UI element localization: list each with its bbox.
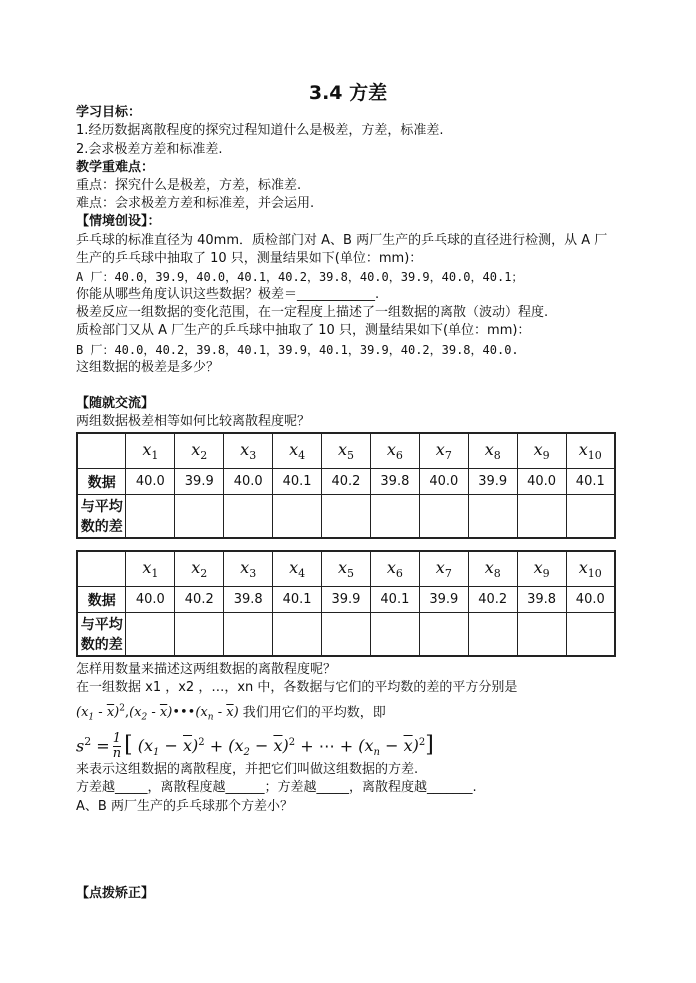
table-row [77, 551, 615, 587]
data-value-cell: 40.2 [468, 587, 517, 613]
data-value-cell: 39.9 [175, 469, 224, 495]
column-header-x3: $x_3$ [224, 433, 273, 469]
table-cell [77, 551, 126, 587]
column-header-x6: $x_6$ [370, 551, 419, 587]
diff-blank-cell[interactable] [175, 613, 224, 657]
diff-blank-cell[interactable] [273, 613, 322, 657]
data-value-cell: 40.0 [566, 587, 615, 613]
data-table-a [76, 432, 616, 539]
data-value-cell: 39.8 [224, 587, 273, 613]
diff-blank-cell[interactable] [175, 495, 224, 539]
factory-b-data: B 厂：40.0，40.2，39.8，40.1，39.9，40.1，39.9，40.2，39.8，40.0. [76, 343, 519, 357]
measure-question: 怎样用数量来描述这两组数据的离散程度呢？ [76, 662, 337, 677]
factory-a-data: A 厂：40.0，39.9，40.0，40.1，40.2，39.8，40.0，39.9，40.0，40.1； [76, 270, 524, 284]
data-table-b [76, 550, 616, 657]
data-value-cell: 40.2 [175, 587, 224, 613]
range-question-b: 这组数据的极差是多少？ [76, 360, 220, 375]
diff-blank-cell[interactable] [419, 495, 468, 539]
variance-definition: 来表示这组数据的离散程度，并把它们叫做这组数据的方差. [76, 762, 419, 777]
diff-blank-cell[interactable] [566, 495, 615, 539]
column-header-x9: $x_9$ [517, 433, 566, 469]
diff-blank-cell[interactable] [126, 613, 175, 657]
fraction: $\frac{1}{n}$ [112, 731, 122, 762]
data-value-cell: 40.0 [126, 469, 175, 495]
data-value-cell: 40.1 [273, 469, 322, 495]
diff-blank-cell[interactable] [224, 495, 273, 539]
column-header-x10: $x_{10}$ [566, 551, 615, 587]
table-row [77, 469, 615, 495]
scenario-line-1: 乒乓球的标准直径为 40mm．质检部门对 A、B 两厂生产的乒乓球的直径进行检测，从 A 厂 [76, 233, 608, 248]
table-row [77, 433, 615, 469]
column-header-x2: $x_2$ [175, 433, 224, 469]
page-title: 3.4 方差 [308, 82, 388, 104]
data-value-cell: 39.8 [370, 469, 419, 495]
diff-blank-cell[interactable] [224, 613, 273, 657]
diff-blank-cell[interactable] [370, 495, 419, 539]
key-heading: 教学重难点： [76, 160, 155, 175]
data-value-cell: 40.1 [370, 587, 419, 613]
variance-formula: $s^2$ = $\frac{1}{n}$ [ $(x_1 - \overline{x})^2 + (x_2 - \overline{x})^2$ + ⋯ + $(x_n - \overline{x})^2$] [76, 731, 434, 762]
column-header-x10: $x_{10}$ [566, 433, 615, 469]
data-value-cell: 40.1 [566, 469, 615, 495]
data-value-cell: 39.9 [419, 587, 468, 613]
exchange-question: 两组数据极差相等如何比较离散程度呢？ [76, 414, 311, 429]
diff-blank-cell[interactable] [566, 613, 615, 657]
diff-blank-cell[interactable] [322, 495, 371, 539]
diff-blank-cell[interactable] [370, 613, 419, 657]
row-label-data: 数据 [77, 587, 126, 613]
row-label-diff: 与平均 数的差 [77, 613, 126, 657]
column-header-x5: $x_5$ [322, 551, 371, 587]
table-row [77, 613, 615, 657]
diff-blank-cell[interactable] [322, 613, 371, 657]
data-value-cell: 40.0 [224, 469, 273, 495]
scenario-line-2: 生产的乒乓球中抽取了 10 只，测量结果如下(单位：mm)： [76, 251, 423, 266]
key-point: 重点：探究什么是极差，方差，标准差. [76, 178, 302, 193]
diff-blank-cell[interactable] [273, 495, 322, 539]
data-value-cell: 39.9 [468, 469, 517, 495]
data-value-cell: 39.8 [517, 587, 566, 613]
goals-heading: 学习目标： [76, 105, 142, 120]
diff-blank-cell[interactable] [517, 495, 566, 539]
table-row [77, 495, 615, 539]
column-header-x9: $x_9$ [517, 551, 566, 587]
formula-caption: 我们用它们的平均数，即 [242, 705, 386, 721]
column-header-x3: $x_3$ [224, 551, 273, 587]
table-row [77, 587, 615, 613]
diff-blank-cell[interactable] [517, 613, 566, 657]
column-header-x6: $x_6$ [370, 433, 419, 469]
column-header-x7: $x_7$ [419, 433, 468, 469]
column-header-x5: $x_5$ [322, 433, 371, 469]
data-value-cell: 39.9 [322, 587, 371, 613]
range-question: 你能从哪些角度认识这些数据？极差＝____________. [76, 287, 380, 302]
data-value-cell: 40.0 [419, 469, 468, 495]
column-header-x4: $x_4$ [273, 551, 322, 587]
column-header-x4: $x_4$ [273, 433, 322, 469]
correction-heading: 【点拨矫正】 [76, 886, 155, 901]
column-header-x8: $x_8$ [468, 433, 517, 469]
diff-blank-cell[interactable] [419, 613, 468, 657]
goal-1: 1.经历数据离散程度的探究过程知道什么是极差，方差，标准差. [76, 123, 444, 138]
row-label-data: 数据 [77, 469, 126, 495]
scenario-line-6: 质检部门又从 A 厂生产的乒乓球中抽取了 10 只，测量结果如下(单位：mm)： [76, 323, 531, 338]
data-value-cell: 40.2 [322, 469, 371, 495]
diff-blank-cell[interactable] [468, 495, 517, 539]
data-value-cell: 40.1 [273, 587, 322, 613]
data-value-cell: 40.0 [126, 587, 175, 613]
data-value-cell: 40.0 [517, 469, 566, 495]
column-header-x1: $x_1$ [126, 551, 175, 587]
row-label-diff: 与平均 数的差 [77, 495, 126, 539]
table-cell [77, 433, 126, 469]
scenario-heading: 【情境创设】： [76, 214, 161, 229]
difficult-point: 难点：会求极差方差和标准差，并会运用. [76, 196, 315, 211]
diff-blank-cell[interactable] [468, 613, 517, 657]
squared-diff-intro: 在一组数据 x1 ，x2 ，…，xn 中，各数据与它们的平均数的差的平方分别是 [76, 680, 518, 695]
variance-question: A、B 两厂生产的乒乓球那个方差小？ [76, 799, 293, 814]
column-header-x2: $x_2$ [175, 551, 224, 587]
column-header-x8: $x_8$ [468, 551, 517, 587]
column-header-x1: $x_1$ [126, 433, 175, 469]
column-header-x7: $x_7$ [419, 551, 468, 587]
goal-2: 2.会求极差方差和标准差. [76, 142, 223, 157]
range-explanation: 极差反应一组数据的变化范围，在一定程度上描述了一组数据的离散（波动）程度. [76, 305, 549, 320]
exchange-heading: 【随就交流】 [76, 396, 155, 411]
squared-diff-terms: $(x_1 - \overline{x})^2,(x_2$ - $\overline{x})•••(x_n - \overline{x})$ [76, 704, 239, 723]
variance-fill-in: 方差越_____，离散程度越______；方差越_____，离散程度越_______. [76, 780, 477, 795]
diff-blank-cell[interactable] [126, 495, 175, 539]
